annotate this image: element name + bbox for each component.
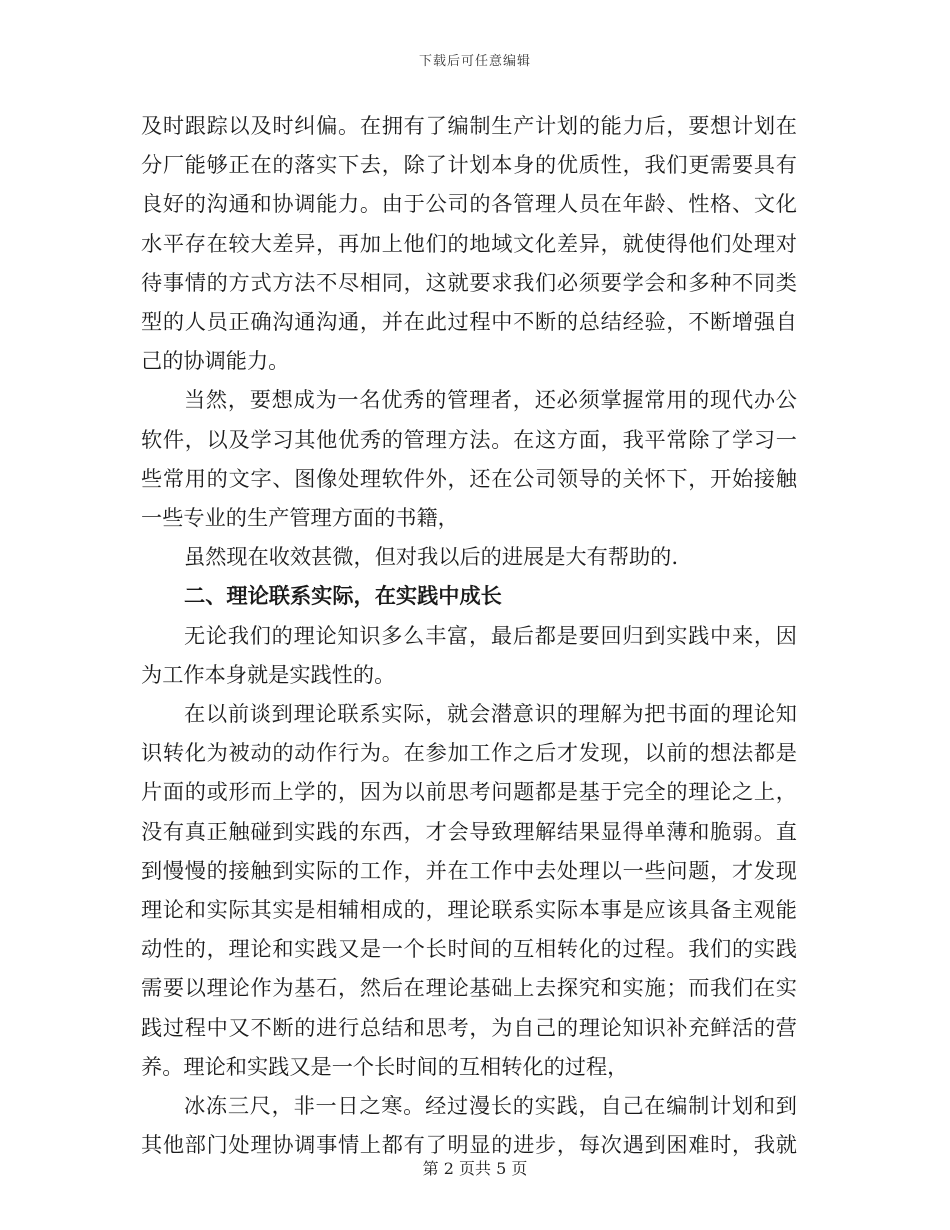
section-heading: 二、理论联系实际，在实践中成长 <box>184 583 502 609</box>
paragraph-2-line-3: 些常用的文字、图像处理软件外，还在公司领导的关怀下，开始接触 <box>141 465 797 491</box>
paragraph-6-line-2: 其他部门处理协调事情上都有了明显的进步，每次遇到困难时，我就 <box>141 1132 797 1158</box>
paragraph-4-line-1: 无论我们的理论知识多么丰富，最后都是要回归到实践中来，因 <box>184 622 797 648</box>
page-footer: 第 2 页共 5 页 <box>422 1159 528 1178</box>
paragraph-5-line-4: 没有真正触碰到实践的东西，才会导致理解结果显得单薄和脆弱。直 <box>141 818 797 844</box>
paragraph-1-line-3: 良好的沟通和协调能力。由于公司的各管理人员在年龄、性格、文化 <box>141 191 797 217</box>
page-header: 下载后可任意编辑 <box>418 54 531 69</box>
document-body <box>141 106 797 1164</box>
paragraph-5-line-1: 在以前谈到理论联系实际，就会潜意识的理解为把书面的理论知 <box>184 701 797 727</box>
paragraph-5-line-5: 到慢慢的接触到实际的工作，并在工作中去处理以一些问题，才发现 <box>141 857 797 883</box>
paragraph-3-line-1: 虽然现在收效甚微，但对我以后的进展是大有帮助的. <box>184 544 679 570</box>
paragraph-5-line-2: 识转化为被动的动作行为。在参加工作之后才发现，以前的想法都是 <box>141 740 797 766</box>
paragraph-1-line-1: 及时跟踪以及时纠偏。在拥有了编制生产计划的能力后，要想计划在 <box>141 113 797 138</box>
paragraph-5-line-10: 养。理论和实践又是一个长时间的互相转化的过程， <box>141 1053 629 1079</box>
paragraph-1-line-7: 己的协调能力。 <box>141 348 290 374</box>
paragraph-1-line-5: 待事情的方式方法不尽相同，这就要求我们必须要学会和多种不同类 <box>141 269 797 295</box>
paragraph-5-line-6: 理论和实际其实是相辅相成的，理论联系实际本事是应该具备主观能 <box>141 897 797 923</box>
paragraph-5-line-3: 片面的或形而上学的，因为以前思考问题都是基于完全的理论之上， <box>141 779 797 805</box>
paragraph-1-line-2: 分厂能够正在的落实下去，除了计划本身的优质性，我们更需要具有 <box>141 152 797 178</box>
paragraph-5-line-9: 践过程中又不断的进行总结和思考，为自己的理论知识补充鲜活的营 <box>141 1014 797 1040</box>
paragraph-2-line-2: 软件，以及学习其他优秀的管理方法。在这方面，我平常除了学习一 <box>141 426 797 452</box>
paragraph-5-line-8: 需要以理论作为基石，然后在理论基础上去探究和实施；而我们在实 <box>141 975 797 1001</box>
paragraph-4-line-2: 为工作本身就是实践性的。 <box>141 661 396 687</box>
paragraph-6-line-1: 冰冻三尺，非一日之寒。经过漫长的实践，自己在编制计划和到 <box>184 1093 797 1119</box>
paragraph-5-line-7: 动性的，理论和实践又是一个长时间的互相转化的过程。我们的实践 <box>141 936 797 962</box>
paragraph-1-line-6: 型的人员正确沟通沟通，并在此过程中不断的总结经验，不断增强自 <box>141 309 797 335</box>
paragraph-1-line-4: 水平存在较大差异，再加上他们的地域文化差异，就使得他们处理对 <box>141 230 797 256</box>
paragraph-2-line-4: 一些专业的生产管理方面的书籍， <box>141 505 459 531</box>
paragraph-2-line-1: 当然，要想成为一名优秀的管理者，还必须掌握常用的现代办公 <box>184 387 797 413</box>
